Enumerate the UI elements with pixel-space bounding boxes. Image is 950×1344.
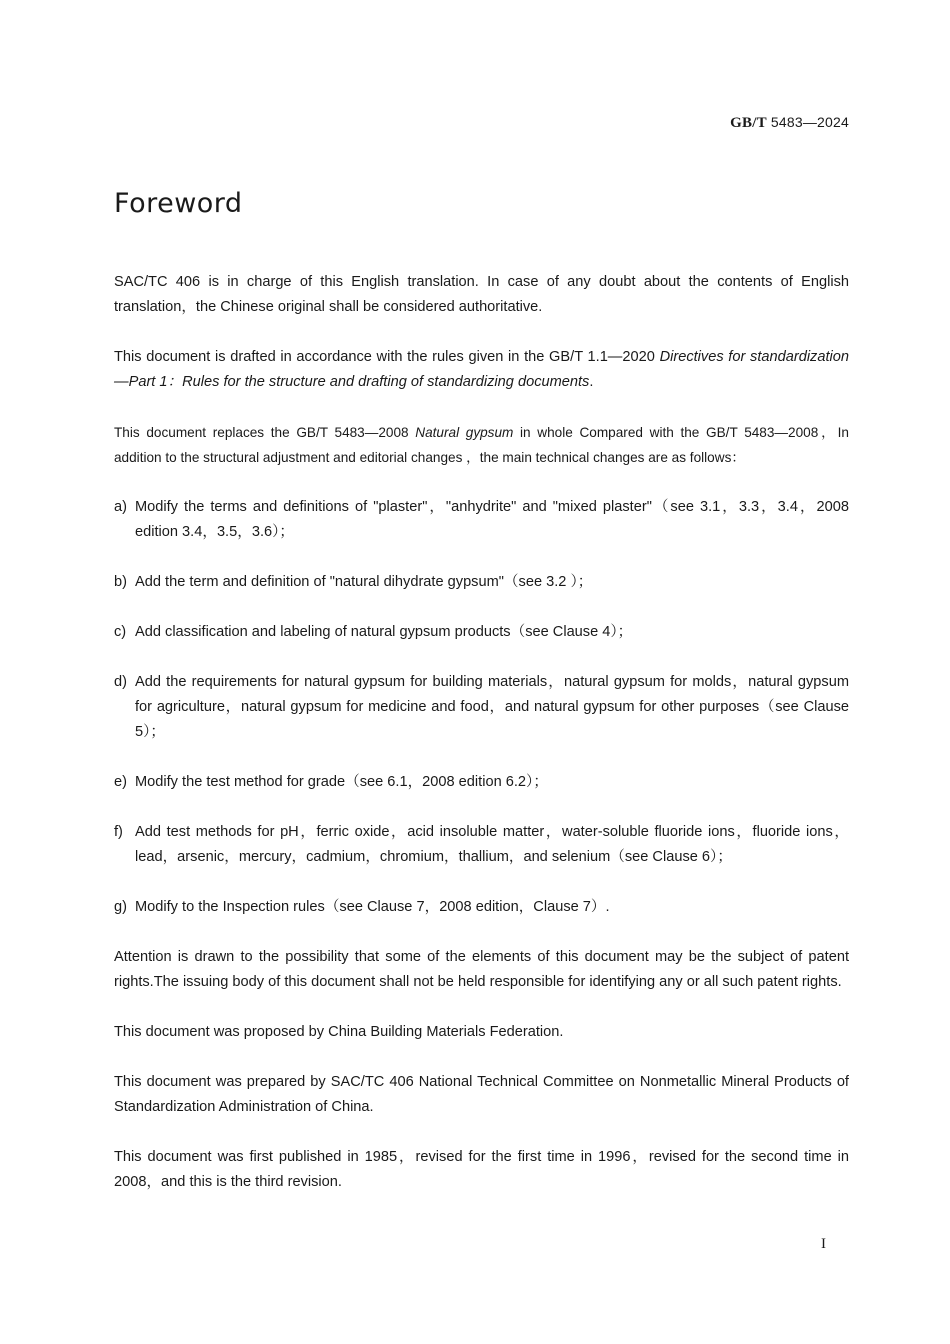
patent-paragraph: Attention is drawn to the possibility that some of the elements of this document may be the subject of patent rights.The issuing body of this document shall not be held responsible for identifying any or all such patent rights.	[114, 949, 849, 990]
document-code	[730, 114, 849, 132]
change-text: Add test methods for pH，ferric oxide，acid insoluble matter，water-soluble fluoride ions，fluoride ions，lead，arsenic，mercury，cadmium，chromium，thallium，and selenium（see Clause 6）；	[135, 824, 849, 865]
drafting-rules-end: .	[589, 374, 594, 390]
list-marker: d)	[114, 674, 127, 690]
change-item-g	[114, 895, 849, 920]
list-marker: g)	[114, 899, 127, 915]
list-marker: e)	[114, 774, 127, 790]
list-marker: f)	[114, 824, 123, 840]
change-text: Modify the terms and definitions of "plaster"，"anhydrite" and "mixed plaster"（see 3.1，3.3，3.4，2008 edition 3.4，3.5，3.6）；	[135, 499, 849, 540]
change-text: Modify the test method for grade（see 6.1，2008 edition 6.2）；	[135, 774, 548, 790]
list-marker: a)	[114, 499, 127, 515]
change-item-a	[114, 495, 849, 545]
drafting-rules-title: Directives for standardization—Part 1：Rules for the structure and drafting of standardizing documents	[114, 349, 849, 390]
replacement-paragraph	[114, 420, 849, 470]
standard-prefix: GB/T	[730, 115, 767, 131]
change-item-e	[114, 770, 849, 795]
change-item-b	[114, 570, 849, 595]
change-item-d	[114, 670, 849, 745]
change-item-c	[114, 620, 849, 645]
change-text: Modify to the Inspection rules（see Clause 7，2008 edition，Clause 7）.	[135, 899, 610, 915]
publication-history-paragraph: This document was first published in 1985，revised for the first time in 1996，revised for the second time in 2008，and this is the third revision.	[114, 1149, 849, 1190]
foreword-body	[114, 270, 849, 1220]
page-title: Foreword	[114, 188, 243, 219]
page-number: I	[821, 1236, 826, 1252]
standard-number: 5483—2024	[770, 114, 849, 130]
replacement-rest: in whole Compared with the GB/T 5483—2008，In addition to the structural adjustment and editorial changes ，the main technical changes are as follows：	[114, 425, 849, 465]
drafting-rules-paragraph	[114, 345, 849, 395]
change-item-f	[114, 820, 849, 870]
replaced-standard-title: Natural gypsum	[415, 425, 514, 440]
prepared-by-paragraph: This document was prepared by SAC/TC 406 National Technical Committee on Nonmetallic Mineral Products of Standardization Administration of China.	[114, 1074, 849, 1115]
drafting-rules-lead: This document is drafted in accordance with the rules given in the GB/T 1.1—2020	[114, 349, 660, 365]
list-marker: b)	[114, 574, 127, 590]
change-text: Add classification and labeling of natural gypsum products（see Clause 4）；	[135, 624, 633, 640]
proposed-by-paragraph: This document was proposed by China Building Materials Federation.	[114, 1024, 564, 1040]
change-text: Add the requirements for natural gypsum for building materials，natural gypsum for molds，natural gypsum for agriculture，natural gypsum for medicine and food，and natural gypsum for other purposes（see Clause 5）；	[135, 674, 849, 740]
replacement-lead: This document replaces the GB/T 5483—2008	[114, 425, 416, 440]
translation-note-paragraph: SAC/TC 406 is in charge of this English translation. In case of any doubt about the contents of English translation，the Chinese original shall be considered authoritative.	[114, 274, 849, 315]
list-marker: c)	[114, 624, 127, 640]
change-text: Add the term and definition of "natural dihydrate gypsum"（see 3.2 ）；	[135, 574, 593, 590]
